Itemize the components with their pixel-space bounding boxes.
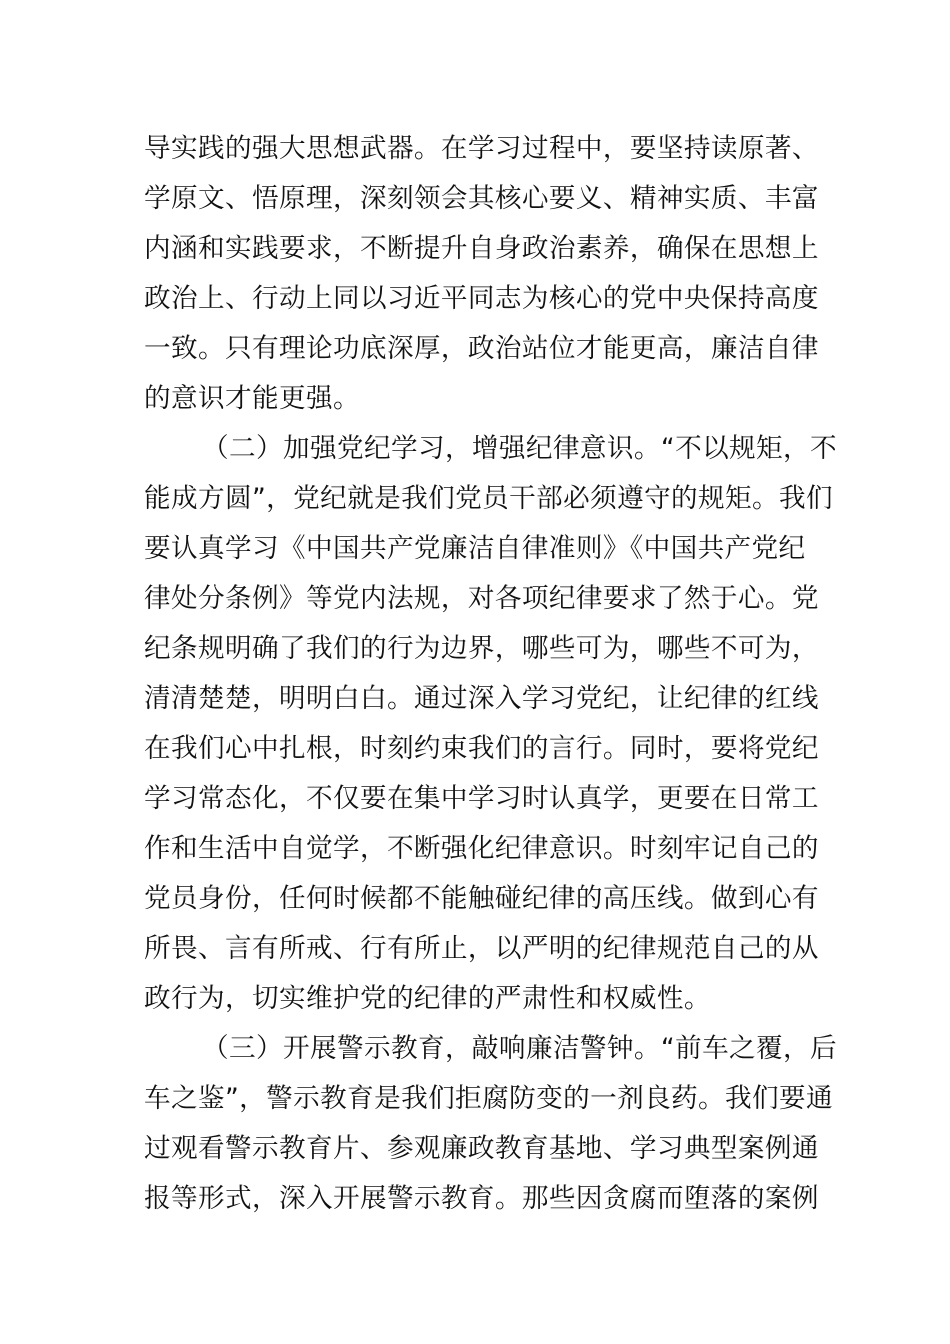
text-line: 要认真学习《中国共产党廉洁自律准则》《中国共产党纪 <box>144 533 806 564</box>
text-line: 导实践的强大思想武器。在学习过程中，要坚持读原著、 <box>144 133 819 164</box>
text-line: 政治上、行动上同以习近平同志为核心的党中央保持高度 <box>144 283 819 314</box>
text-line: 清清楚楚，明明白白。通过深入学习党纪，让纪律的红线 <box>144 683 819 714</box>
text-line: 在我们心中扎根，时刻约束我们的言行。同时，要将党纪 <box>144 733 819 764</box>
text-line: 报等形式，深入开展警示教育。那些因贪腐而堕落的案例 <box>144 1183 819 1214</box>
paragraph-heading-line: （二）加强党纪学习，增强纪律意识。“不以规矩，不 <box>202 433 838 464</box>
text-line: 学原文、悟原理，深刻领会其核心要义、精神实质、丰富 <box>144 183 819 214</box>
document-body <box>144 124 838 1224</box>
text-line: 作和生活中自觉学，不断强化纪律意识。时刻牢记自己的 <box>144 833 819 864</box>
text-line: 车之鉴”，警示教育是我们拒腐防变的一剂良药。我们要通 <box>144 1083 834 1114</box>
text-line: 党员身份，任何时候都不能触碰纪律的高压线。做到心有 <box>144 883 819 914</box>
paragraph-heading-line: （三）开展警示教育，敲响廉洁警钟。“前车之覆，后 <box>202 1033 838 1064</box>
text-line: 学习常态化，不仅要在集中学习时认真学，更要在日常工 <box>144 783 819 814</box>
text-line: 能成方圆”，党纪就是我们党员干部必须遵守的规矩。我们 <box>144 483 834 514</box>
text-line: 政行为，切实维护党的纪律的严肃性和权威性。 <box>144 983 711 1014</box>
text-line: 过观看警示教育片、参观廉政教育基地、学习典型案例通 <box>144 1133 819 1164</box>
text-line: 所畏、言有所戒、行有所止，以严明的纪律规范自己的从 <box>144 933 819 964</box>
text-line: 的意识才能更强。 <box>144 383 360 414</box>
text-line: 纪条规明确了我们的行为边界，哪些可为，哪些不可为， <box>144 633 819 664</box>
text-line: 内涵和实践要求，不断提升自身政治素养，确保在思想上 <box>144 233 819 264</box>
text-line: 一致。只有理论功底深厚，政治站位才能更高，廉洁自律 <box>144 333 819 364</box>
text-line: 律处分条例》等党内法规，对各项纪律要求了然于心。党 <box>144 583 819 614</box>
